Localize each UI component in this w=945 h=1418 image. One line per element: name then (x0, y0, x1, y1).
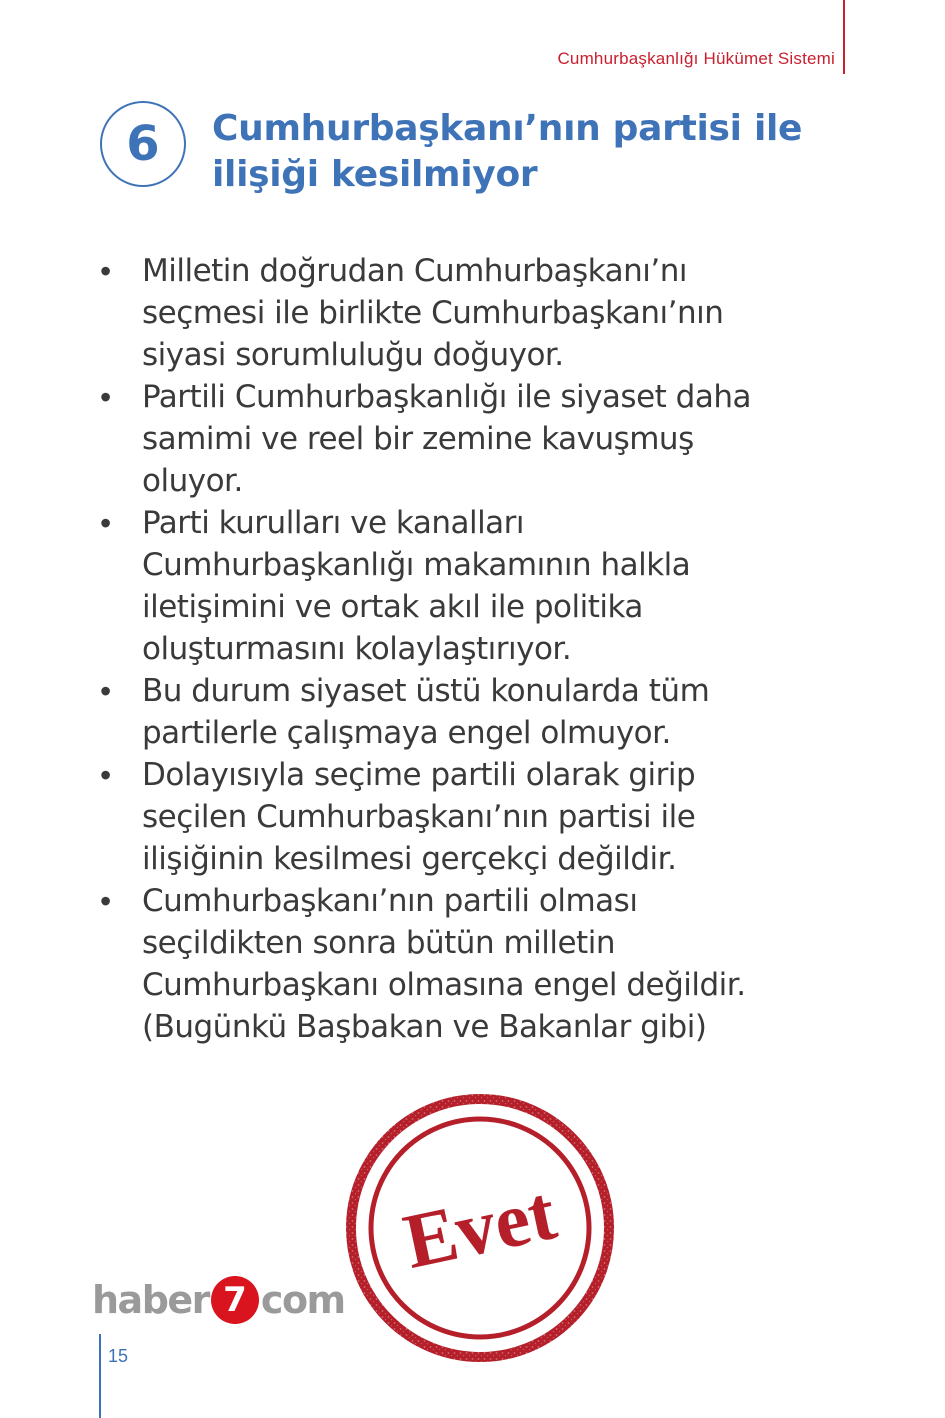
bullet-text (142, 502, 840, 670)
list-item (100, 376, 840, 502)
section-title-line: ilişiği kesilmiyor (212, 154, 538, 195)
stamp-text: Evet (396, 1168, 563, 1285)
text-line: oluyor. (142, 463, 243, 499)
bullet-icon: • (100, 757, 112, 793)
section-number-badge: 6 (100, 101, 186, 187)
evet-stamp (345, 1093, 615, 1363)
text-line: samimi ve reel bir zemine kavuşmuş (142, 421, 694, 457)
haber7-logo (92, 1274, 345, 1326)
bullet-icon: • (100, 253, 112, 289)
text-line: (Bugünkü Başbakan ve Bakanlar gibi) (142, 1009, 707, 1045)
header-divider (843, 0, 845, 74)
list-item (100, 502, 840, 670)
text-line: Cumhurbaşkanı olmasına engel değildir. (142, 967, 746, 1003)
text-line: siyasi sorumluluğu doğuyor. (142, 337, 564, 373)
list-item (100, 754, 840, 880)
text-line: Cumhurbaşkanı’nın partili olması (142, 883, 638, 919)
logo-number-badge: 7 (211, 1276, 259, 1324)
text-line: Dolayısıyla seçime partili olarak girip (142, 757, 696, 793)
bullet-text (142, 670, 840, 754)
text-line: seçilen Cumhurbaşkanı’nın partisi ile (142, 799, 696, 835)
footer-divider (99, 1334, 101, 1418)
bullet-list (100, 250, 840, 1048)
list-item (100, 250, 840, 376)
bullet-icon: • (100, 883, 112, 919)
bullet-icon: • (100, 505, 112, 541)
bullet-icon: • (100, 673, 112, 709)
text-line: partilerle çalışmaya engel olmuyor. (142, 715, 671, 751)
text-line: Partili Cumhurbaşkanlığı ile siyaset daha (142, 379, 751, 415)
list-item (100, 670, 840, 754)
text-line: ilişiğinin kesilmesi gerçekçi değildir. (142, 841, 677, 877)
text-line: oluşturmasını kolaylaştırıyor. (142, 631, 572, 667)
text-line: seçmesi ile birlikte Cumhurbaşkanı’nın (142, 295, 724, 331)
text-line: Milletin doğrudan Cumhurbaşkanı’nı (142, 253, 687, 289)
text-line: Parti kurulları ve kanalları (142, 505, 525, 541)
bullet-icon: • (100, 379, 112, 415)
bullet-text (142, 880, 840, 1048)
bullet-text (142, 754, 840, 880)
text-line: iletişimini ve ortak akıl ile politika (142, 589, 643, 625)
logo-prefix: haber (92, 1278, 209, 1322)
section-title (212, 106, 852, 198)
logo-suffix: com (260, 1278, 345, 1322)
text-line: seçildikten sonra bütün milletin (142, 925, 615, 961)
page-number: 15 (108, 1346, 129, 1366)
bullet-text (142, 250, 840, 376)
section-title-line: Cumhurbaşkanı’nın partisi ile (212, 108, 803, 149)
bullet-text (142, 376, 840, 502)
list-item (100, 880, 840, 1048)
text-line: Bu durum siyaset üstü konularda tüm (142, 673, 710, 709)
text-line: Cumhurbaşkanlığı makamının halkla (142, 547, 691, 583)
running-header: Cumhurbaşkanlığı Hükümet Sistemi (557, 49, 835, 68)
